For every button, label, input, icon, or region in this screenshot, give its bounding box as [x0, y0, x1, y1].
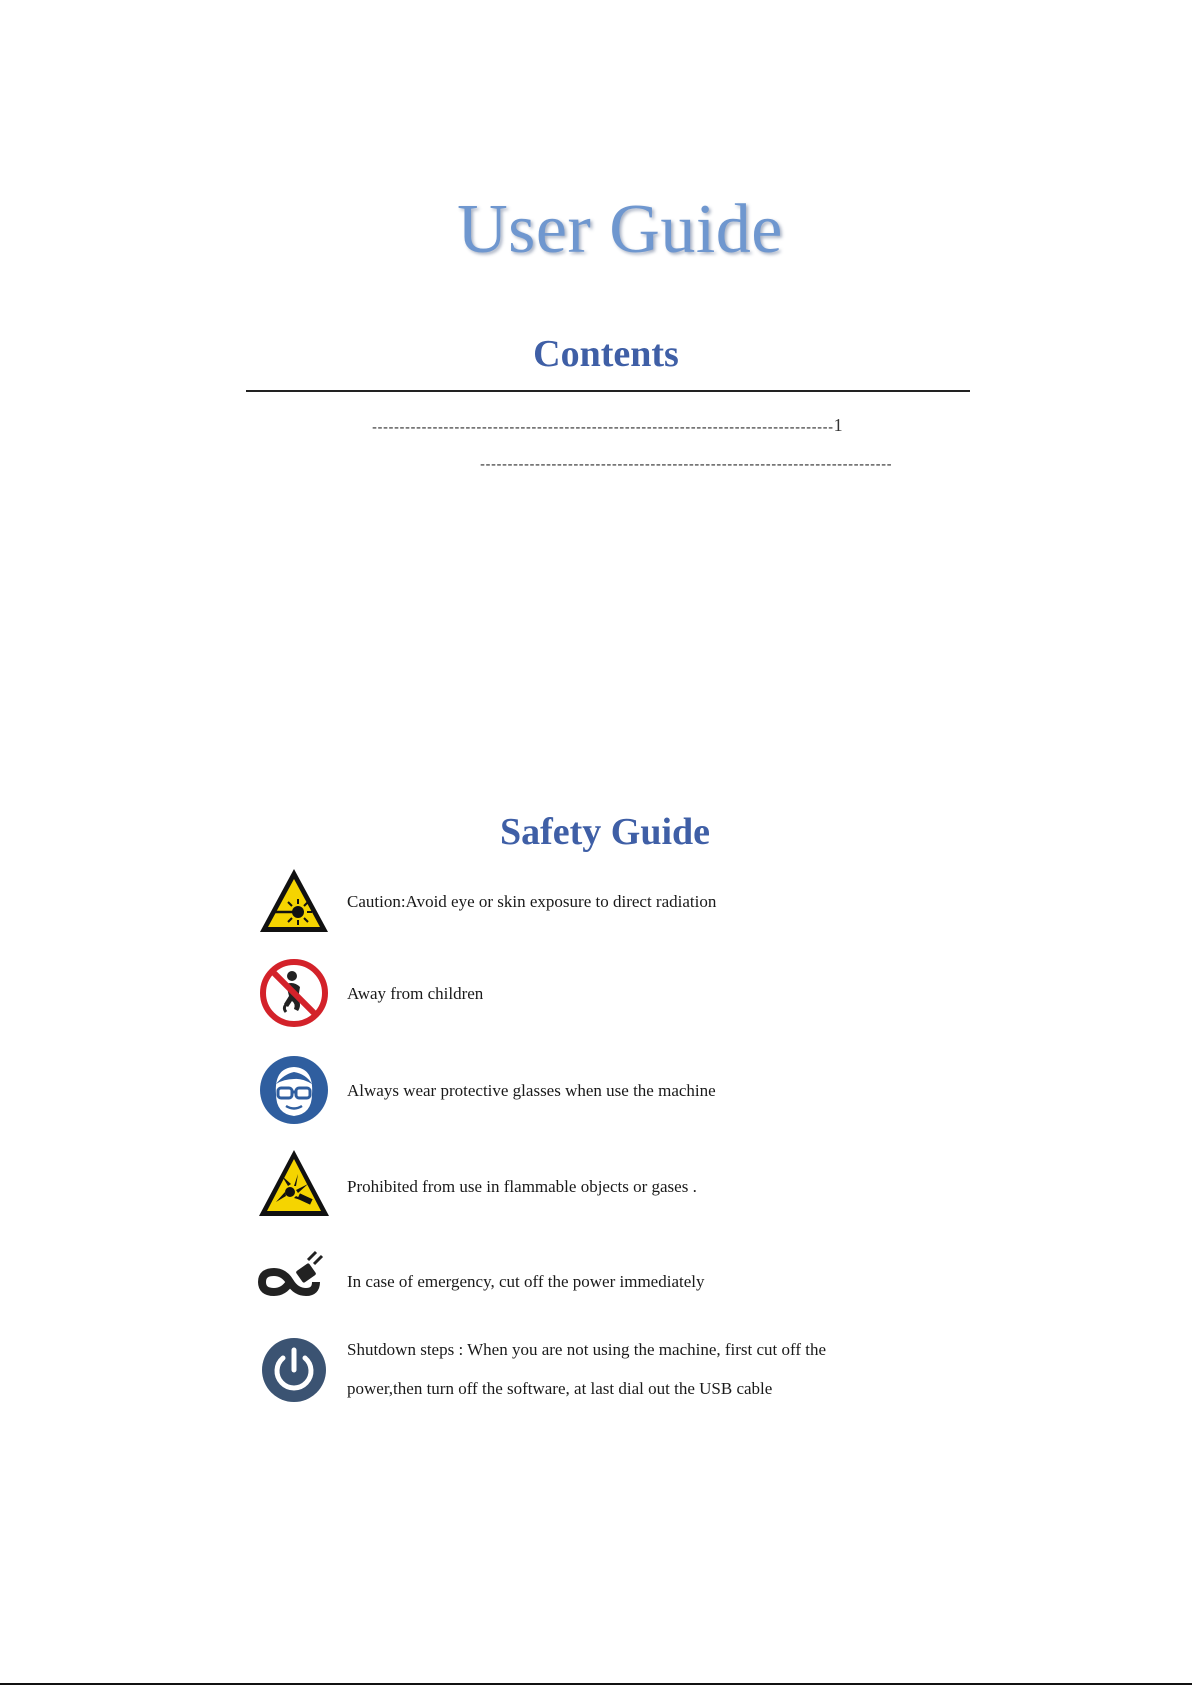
document-title: User Guide — [457, 191, 783, 268]
safety-item — [258, 1148, 958, 1220]
contents-heading: Contents — [533, 333, 679, 375]
safety-item — [258, 1334, 958, 1444]
safety-item — [258, 866, 958, 938]
unplug-icon — [258, 1240, 330, 1312]
safety-item — [258, 1240, 958, 1312]
laser-warning-icon — [258, 866, 330, 938]
toc-leader-dots: --------------------------------------------------------------------------- — [480, 456, 893, 473]
safety-heading: Safety Guide — [499, 811, 711, 853]
protective-glasses-icon — [258, 1054, 330, 1126]
toc-leader-dots: ------------------------------------------------------------------------------------ — [372, 419, 834, 436]
safety-item-text: Prohibited from use in flammable objects or gases . — [347, 1177, 697, 1196]
power-icon — [258, 1334, 330, 1406]
safety-item — [258, 957, 958, 1029]
safety-item-text: In case of emergency, cut off the power immediately — [347, 1272, 705, 1291]
no-children-icon — [258, 957, 330, 1029]
safety-item-text-continued: power,then turn off the software, at last dial out the USB cable — [347, 1379, 773, 1398]
toc-entry — [480, 452, 892, 473]
safety-item-text: Caution:Avoid eye or skin exposure to direct radiation — [347, 892, 717, 911]
explosive-warning-icon — [258, 1148, 330, 1220]
safety-item-text: Shutdown steps : When you are not using the machine, first cut off the — [347, 1340, 827, 1359]
safety-item-text: Always wear protective glasses when use the machine — [347, 1081, 716, 1100]
contents-divider — [246, 390, 970, 392]
safety-item-text: Away from children — [347, 984, 484, 1003]
toc-entry — [372, 415, 843, 436]
toc-page-number: 1 — [833, 415, 844, 435]
safety-item — [258, 1054, 958, 1126]
